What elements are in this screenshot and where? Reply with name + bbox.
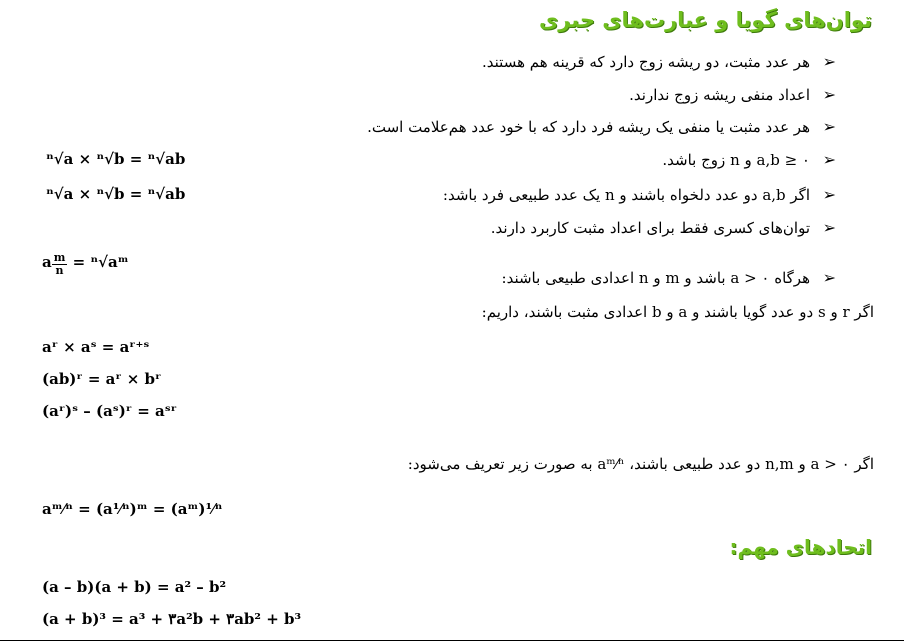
bullet-item: ➢اگر a,b دو عدد دلخواه باشند و n یک عدد طبیعی فرد باشد: [442, 185, 836, 204]
check-arrow-icon: ➢ [822, 218, 836, 237]
identity-difference-of-squares: (a – b)(a + b) = a² – b² [42, 578, 227, 596]
bullet-item: ➢هر عدد مثبت یا منفی یک ریشه فرد دارد که با خود عدد هم‌علامت است. [367, 117, 836, 136]
bullet-item: ➢اعداد منفی ریشه زوج ندارند. [629, 85, 836, 104]
section-title-identities: اتحادهای مهم: [729, 535, 872, 559]
law-power-of-power: (aʳ)ˢ – (aˢ)ʳ = aˢʳ [42, 402, 177, 420]
check-arrow-icon: ➢ [822, 117, 836, 136]
page-bottom-rule [0, 640, 904, 641]
check-arrow-icon: ➢ [822, 52, 836, 71]
bullet-item: ➢توان‌های کسری فقط برای اعداد مثبت کاربرد دارند. [490, 218, 836, 237]
check-arrow-icon: ➢ [822, 268, 836, 287]
identity-cube-of-sum: (a + b)³ = a³ + ۳a²b + ۳ab² + b³ [42, 610, 302, 628]
section-title-rational-powers: توان‌های گویا و عبارت‌های جبری [538, 8, 872, 32]
formula-root-product-odd: ⁿ√a × ⁿ√b = ⁿ√ab [46, 185, 186, 203]
paragraph-fraction-definition: اگر a > ۰ و n,m دو عدد طبیعی باشند، aᵐ⁄ⁿ به صورت زیر تعریف می‌شود: [407, 455, 874, 473]
check-arrow-icon: ➢ [822, 185, 836, 204]
bullet-item: ➢a,b ≥ ۰ و n زوج باشد. [662, 150, 836, 169]
law-product-power: (ab)ʳ = aʳ × bʳ [42, 370, 162, 388]
law-fraction-equivalence: aᵐ⁄ⁿ = (a¹⁄ⁿ)ᵐ = (aᵐ)¹⁄ⁿ [42, 500, 223, 518]
formula-fractional-power: a $\frac{m}{n}$ = ⁿ√aᵐ [42, 251, 129, 278]
formula-root-product-even: ⁿ√a × ⁿ√b = ⁿ√ab [46, 150, 186, 168]
check-arrow-icon: ➢ [822, 150, 836, 169]
law-product-same-base: aʳ × aˢ = aʳ⁺ˢ [42, 338, 150, 356]
bullet-item: ➢هر عدد مثبت، دو ریشه زوج دارد که قرینه هم هستند. [482, 52, 836, 71]
bullet-item: ➢هرگاه a > ۰ باشد و m و n اعدادی طبیعی باشند: [501, 268, 836, 287]
paragraph-rational-exponents: اگر r و s دو عدد گویا باشند و a و b اعدادی مثبت باشند، داریم: [481, 303, 874, 321]
check-arrow-icon: ➢ [822, 85, 836, 104]
